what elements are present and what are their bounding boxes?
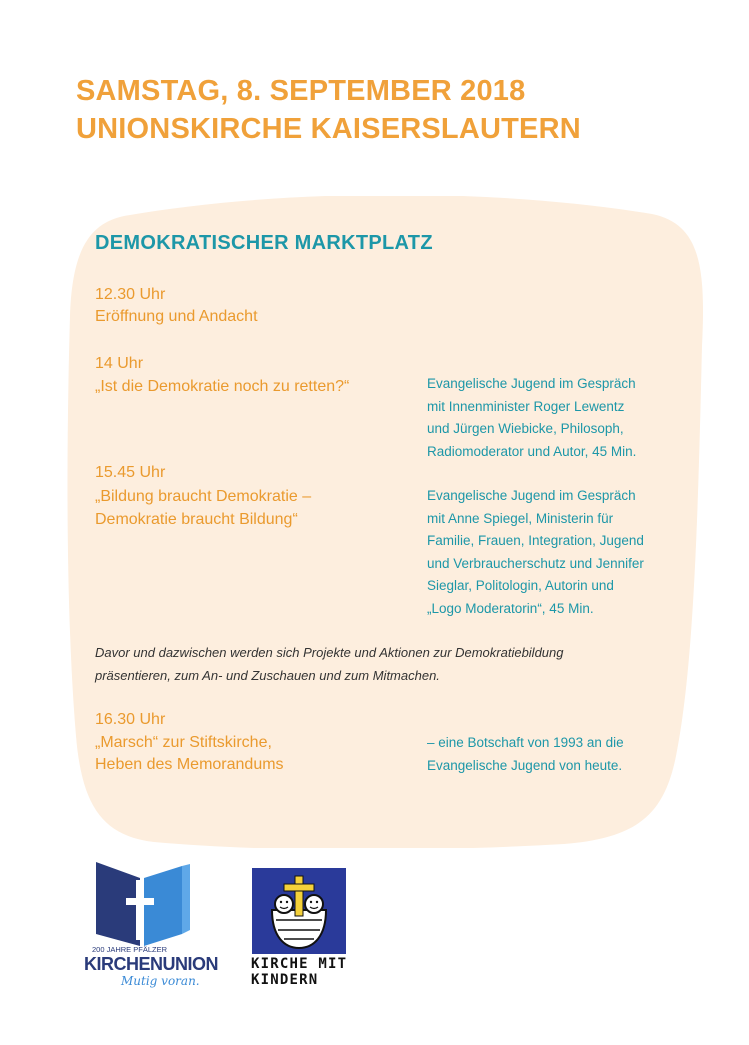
kmk-line: KIRCHE MIT xyxy=(251,956,348,972)
schedule-description xyxy=(427,732,624,777)
schedule-description xyxy=(427,485,644,621)
program-note xyxy=(95,641,564,687)
description-line: Sieglar, Politologin, Autorin und xyxy=(427,578,614,594)
schedule-time: 16.30 Uhr xyxy=(95,711,166,728)
section-title: DEMOKRATISCHER MARKTPLATZ xyxy=(95,232,433,254)
schedule-event: „Marsch“ zur Stiftskirche, xyxy=(95,734,272,751)
schedule-event: „Ist die Demokratie noch zu retten?“ xyxy=(95,378,350,395)
schedule-time: 15.45 Uhr xyxy=(95,464,166,481)
kirchenunion-slogan: Mutig voran. xyxy=(121,974,200,988)
kirchenunion-anniversary: 200 JAHRE PFÄLZER xyxy=(92,945,168,954)
schedule-description xyxy=(427,373,636,463)
description-line: Familie, Frauen, Integration, Jugend xyxy=(427,533,644,549)
kirchenunion-name: KIRCHENUNION xyxy=(84,954,219,974)
page-header xyxy=(76,72,581,148)
description-line: Evangelische Jugend im Gespräch xyxy=(427,488,636,503)
schedule-event: „Bildung braucht Demokratie – xyxy=(95,488,312,505)
description-line: und Jürgen Wiebicke, Philosoph, xyxy=(427,421,624,437)
description-line: und Verbraucherschutz und Jennifer xyxy=(427,555,644,571)
kirche-mit-kindern-label xyxy=(251,956,347,988)
description-line: Evangelische Jugend von heute. xyxy=(427,757,623,773)
schedule-time: 12.30 Uhr xyxy=(95,286,166,303)
schedule-event: Demokratie braucht Bildung“ xyxy=(95,511,298,528)
description-line: Radiomoderator und Autor, 45 Min. xyxy=(427,443,637,459)
schedule-event: Heben des Memorandums xyxy=(95,756,284,773)
description-line: mit Innenminister Roger Lewentz xyxy=(427,398,625,414)
header-location: UNIONSKIRCHE KAISERSLAUTERN xyxy=(76,113,581,145)
schedule-event: Eröffnung und Andacht xyxy=(95,308,258,325)
schedule-time: 14 Uhr xyxy=(95,355,144,372)
description-line: mit Anne Spiegel, Ministerin für xyxy=(427,510,614,526)
description-line: „Logo Moderatorin“, 45 Min. xyxy=(427,600,594,616)
description-line: – eine Botschaft von 1993 an die xyxy=(427,735,624,750)
note-line: Davor und dazwischen werden sich Projekte und Aktionen zur Demokratiebildung xyxy=(95,645,564,660)
note-line: präsentieren, zum An- und Zuschauen und zum Mitmachen. xyxy=(95,668,440,683)
kmk-line: KINDERN xyxy=(251,972,319,988)
description-line: Evangelische Jugend im Gespräch xyxy=(427,376,636,391)
header-date: SAMSTAG, 8. SEPTEMBER 2018 xyxy=(76,75,526,107)
